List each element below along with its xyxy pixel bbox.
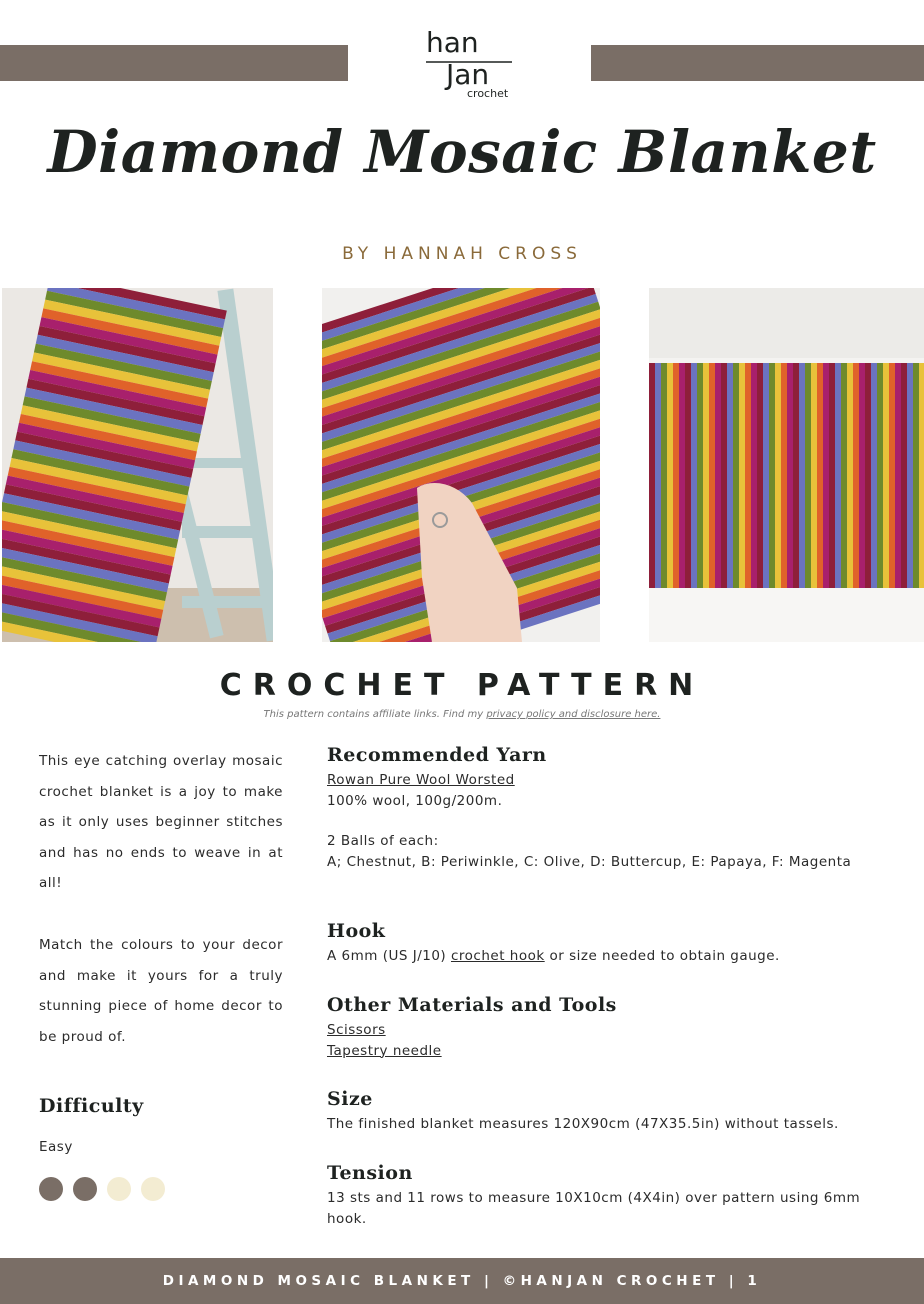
yarn-heading: Recommended Yarn bbox=[327, 744, 547, 766]
difficulty-dot bbox=[73, 1177, 97, 1201]
hook-heading: Hook bbox=[327, 920, 386, 942]
tension-text: 13 sts and 11 rows to measure 10X10cm (4X4in) over pattern using 6mm hook. bbox=[327, 1190, 861, 1227]
other-materials-section bbox=[327, 994, 887, 1061]
difficulty-dot bbox=[141, 1177, 165, 1201]
tension-section bbox=[327, 1162, 887, 1229]
svg-text:crochet: crochet bbox=[467, 87, 509, 100]
pattern-title: Diamond Mosaic Blanket bbox=[47, 118, 877, 186]
footer-text: DIAMOND MOSAIC BLANKET | ©HANJAN CROCHET | 1 bbox=[162, 1273, 762, 1289]
other-materials-heading: Other Materials and Tools bbox=[327, 994, 617, 1016]
yarn-colours: A; Chestnut, B: Periwinkle, C: Olive, D: Buttercup, E: Papaya, F: Magenta bbox=[327, 853, 852, 870]
page-footer bbox=[0, 1258, 924, 1304]
yarn-composition: 100% wool, 100g/200m. bbox=[327, 792, 503, 809]
size-heading: Size bbox=[327, 1088, 373, 1110]
crochet-hook-link[interactable]: crochet hook bbox=[450, 948, 545, 964]
difficulty-dot bbox=[107, 1177, 131, 1201]
header-bar-right bbox=[591, 45, 924, 81]
blanket-on-bed-photo bbox=[649, 288, 924, 642]
hook-text-after: or size needed to obtain gauge. bbox=[544, 948, 780, 964]
intro-paragraph-1: This eye catching overlay mosaic crochet blanket is a joy to make as it only uses beginner stitches and has no ends to weave in at all! bbox=[39, 753, 283, 891]
affiliate-notice bbox=[0, 709, 924, 720]
scissors-link[interactable]: Scissors bbox=[327, 1022, 386, 1038]
privacy-policy-link[interactable]: privacy policy and disclosure here. bbox=[486, 709, 661, 720]
yarn-balls: 2 Balls of each: bbox=[327, 833, 439, 849]
tapestry-needle-link[interactable]: Tapestry needle bbox=[327, 1042, 442, 1059]
difficulty-heading: Difficulty bbox=[39, 1095, 144, 1117]
difficulty-dot bbox=[39, 1177, 63, 1201]
blanket-on-ladder-photo bbox=[2, 288, 273, 642]
size-section bbox=[327, 1088, 887, 1135]
hanjan-logo bbox=[420, 28, 520, 100]
affiliate-text: This pattern contains affiliate links. Find my bbox=[263, 709, 487, 720]
svg-text:han: han bbox=[426, 28, 479, 59]
difficulty-value: Easy bbox=[39, 1139, 73, 1155]
header-bar-left bbox=[0, 45, 348, 81]
author-byline: BY HANNAH CROSS bbox=[342, 244, 582, 264]
intro-paragraph-2: Match the colours to your decor and make it yours for a truly stunning piece of home decor to be proud of. bbox=[39, 937, 283, 1045]
yarn-section bbox=[327, 744, 887, 872]
tension-heading: Tension bbox=[327, 1162, 413, 1184]
crochet-pattern-heading: CROCHET PATTERN bbox=[219, 668, 705, 703]
difficulty-rating bbox=[39, 1177, 165, 1201]
hook-section bbox=[327, 920, 887, 967]
svg-text:Jan: Jan bbox=[446, 58, 490, 91]
size-text: The finished blanket measures 120X90cm (47X35.5in) without tassels. bbox=[327, 1116, 839, 1132]
yarn-link[interactable]: Rowan Pure Wool Worsted bbox=[327, 772, 515, 788]
hook-text-before: A 6mm (US J/10) bbox=[327, 948, 451, 964]
hand-on-blanket-photo bbox=[322, 288, 600, 642]
